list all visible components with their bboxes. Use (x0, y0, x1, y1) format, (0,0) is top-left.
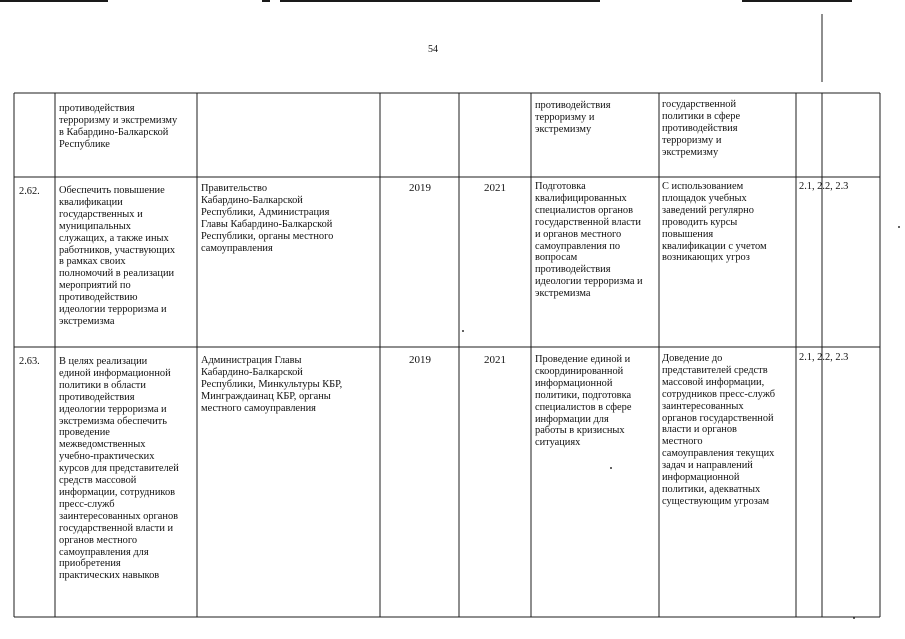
scan-speck (853, 617, 855, 619)
cell-task-continued: противодействия терроризму и экстремизму в Кабардино-Балкарской Республике (59, 103, 178, 150)
page-number: 54 (428, 44, 438, 55)
cell-task: Обеспечить повышение квалификации государственных и муниципальных служащих, а также иных работников, участвующих в рамках своих полномочий в реализации мероприятий по противодействию идеологии терроризма и экстремизма (59, 185, 176, 327)
cell-start-year: 2019 (409, 182, 431, 194)
cell-relation: С использованием площадок учебных заведений регулярно проводить курсы повышения квалификации с учетом возникающих угроз (662, 181, 767, 264)
cell-indicators: 2.1, 2.2, 2.3 (799, 352, 849, 363)
scan-speck (462, 330, 464, 332)
cell-executors: Правительство Кабардино-Балкарской Республики, Администрация Главы Кабардино-Балкарской Республики, органы местного самоуправления (201, 183, 334, 254)
cell-relation-continued: государственной политики в сфере противодействия терроризму и экстремизму (662, 99, 741, 158)
cell-relation: Доведение до представителей средств массовой информации, сотрудников пресс-служб заинтересованных органов государственной власти и органов местного самоуправления текущих задач и направлений информационной политики, адекватных существующим угрозам (662, 353, 776, 507)
cell-start-year: 2019 (409, 354, 431, 366)
cell-number: 2.62. (19, 186, 40, 197)
scan-speck (898, 226, 900, 228)
cell-end-year: 2021 (484, 354, 506, 366)
cell-result: Подготовка квалифицированных специалистов органов государственной власти и органов местного самоуправления по вопросам противодействия идеологии терроризма и экстремизма (535, 181, 643, 300)
cell-executors: Администрация Главы Кабардино-Балкарской Республики, Минкультуры КБР, Минграждаинац КБР, органы местного самоуправления (201, 355, 343, 414)
scan-speck (610, 467, 612, 469)
cell-result-continued: противодействия терроризму и экстремизму (535, 100, 611, 135)
cell-result: Проведение единой и скоординированной информационной политики, подготовка специалистов в сфере информации для работы в кризисных ситуациях (535, 354, 632, 449)
cell-indicators: 2.1, 2.2, 2.3 (799, 181, 849, 192)
cell-task: В целях реализации единой информационной политики в области противодействия идеологии терроризма и экстремизма обеспечить проведение межведомственных учебно-практических курсов для представителей средств массовой информации, сотрудников пресс-служб заинтересованных органов государственной власти и органов местного самоуправления для приобретения практических навыков (59, 356, 179, 582)
cell-end-year: 2021 (484, 182, 506, 194)
cell-number: 2.63. (19, 356, 40, 367)
